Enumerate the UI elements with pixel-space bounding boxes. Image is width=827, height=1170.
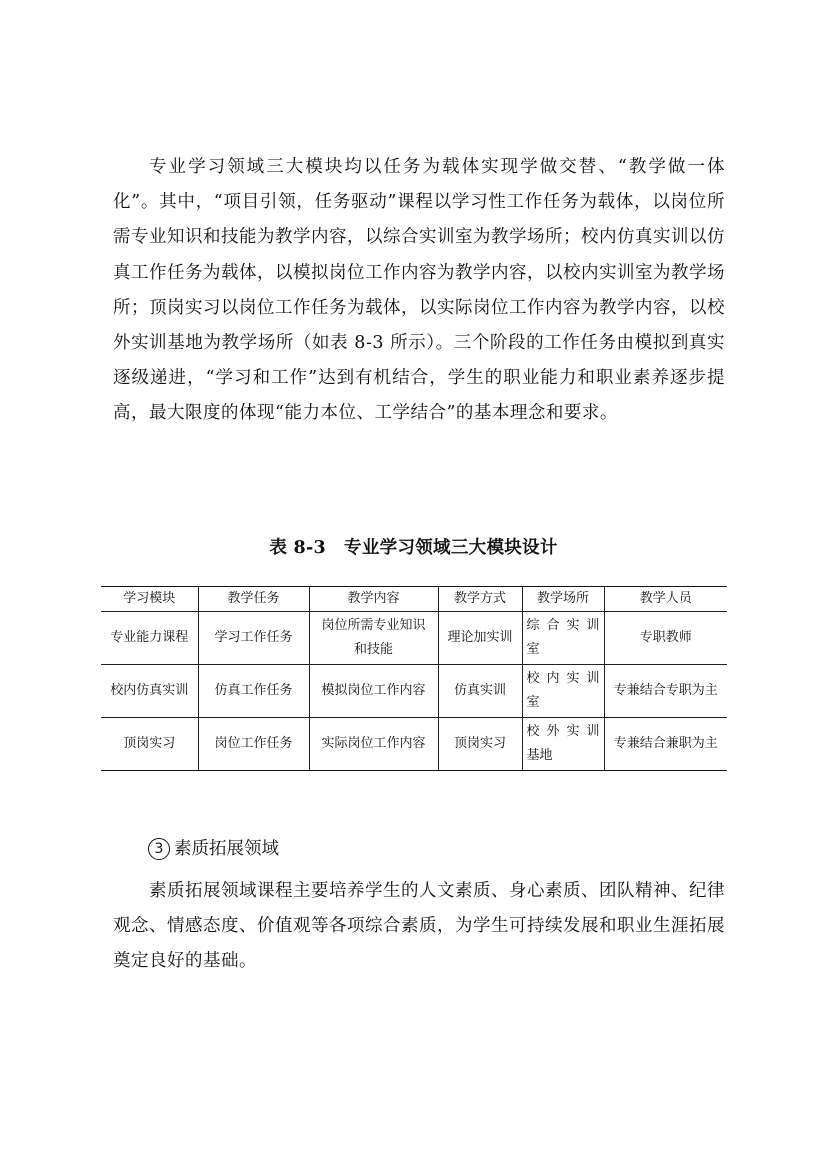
table-caption bbox=[0, 534, 827, 559]
table-cell: 顶岗实习 bbox=[438, 718, 522, 771]
table-cell: 模拟岗位工作内容 bbox=[309, 665, 438, 718]
table-row bbox=[101, 665, 727, 718]
table-cell: 顶岗实习 bbox=[101, 718, 198, 771]
table-title: 专业学习领域三大模块设计 bbox=[344, 538, 558, 558]
circled-number: 3 bbox=[148, 838, 170, 860]
table-cell: 专兼结合兼职为主 bbox=[604, 718, 727, 771]
table-cell: 学习工作任务 bbox=[198, 612, 309, 665]
column-header: 教学方式 bbox=[438, 587, 522, 612]
table-cell: 校内仿真实训 bbox=[101, 665, 198, 718]
table-row bbox=[101, 718, 727, 771]
column-header: 教学场所 bbox=[522, 587, 604, 612]
body-paragraph: 素质拓展领域课程主要培养学生的人文素质、身心素质、团队精神、纪律观念、情感态度、价值观等各项综合素质，为学生可持续发展和职业生涯拓展奠定良好的基础。 bbox=[113, 881, 725, 972]
table-cell: 专兼结合专职为主 bbox=[604, 665, 727, 718]
column-header: 教学人员 bbox=[604, 587, 727, 612]
table-cell: 仿真工作任务 bbox=[198, 665, 309, 718]
table-cell: 理论加实训 bbox=[438, 612, 522, 665]
table-cell: 岗位工作任务 bbox=[198, 718, 309, 771]
table-row bbox=[101, 612, 727, 665]
table-cell: 综 合 实 训 室 bbox=[522, 612, 604, 665]
table-cell: 校 外 实 训 基地 bbox=[522, 718, 604, 771]
table-cell: 专职教师 bbox=[604, 612, 727, 665]
table-header-row bbox=[101, 587, 727, 612]
column-header: 教学任务 bbox=[198, 587, 309, 612]
table-cell: 实际岗位工作内容 bbox=[309, 718, 438, 771]
table-cell: 专业能力课程 bbox=[101, 612, 198, 665]
section-heading bbox=[148, 834, 279, 864]
section-title: 素质拓展领域 bbox=[174, 839, 279, 859]
table-number: 表 8-3 bbox=[269, 538, 327, 558]
column-header: 教学内容 bbox=[309, 587, 438, 612]
module-design-table bbox=[101, 586, 727, 771]
column-header: 学习模块 bbox=[101, 587, 198, 612]
table-cell: 仿真实训 bbox=[438, 665, 522, 718]
body-paragraph: 专业学习领域三大模块均以任务为载体实现学做交替、“教学做一体化”。其中，“项目引领，任务驱动”课程以学习性工作任务为载体，以岗位所需专业知识和技能为教学内容，以综合实训室为教学场所；校内仿真实训以仿真工作任务为载体，以模拟岗位工作内容为教学内容，以校内实训室为教学场所；顶岗实习以岗位工作任务为载体，以实际岗位工作内容为教学内容，以校外实训基地为教学场所（如表 8-3 所示）。三个阶段的工作任务由模拟到真实逐级递进，“学习和工作”达到有机结合，学生的职业能力和职业素养逐步提高，最大限度的体现“能力本位、工学结合”的基本理念和要求。 bbox=[113, 157, 725, 424]
table-cell: 校 内 实 训 室 bbox=[522, 665, 604, 718]
table-cell: 岗位所需专业知识和技能 bbox=[309, 612, 438, 665]
